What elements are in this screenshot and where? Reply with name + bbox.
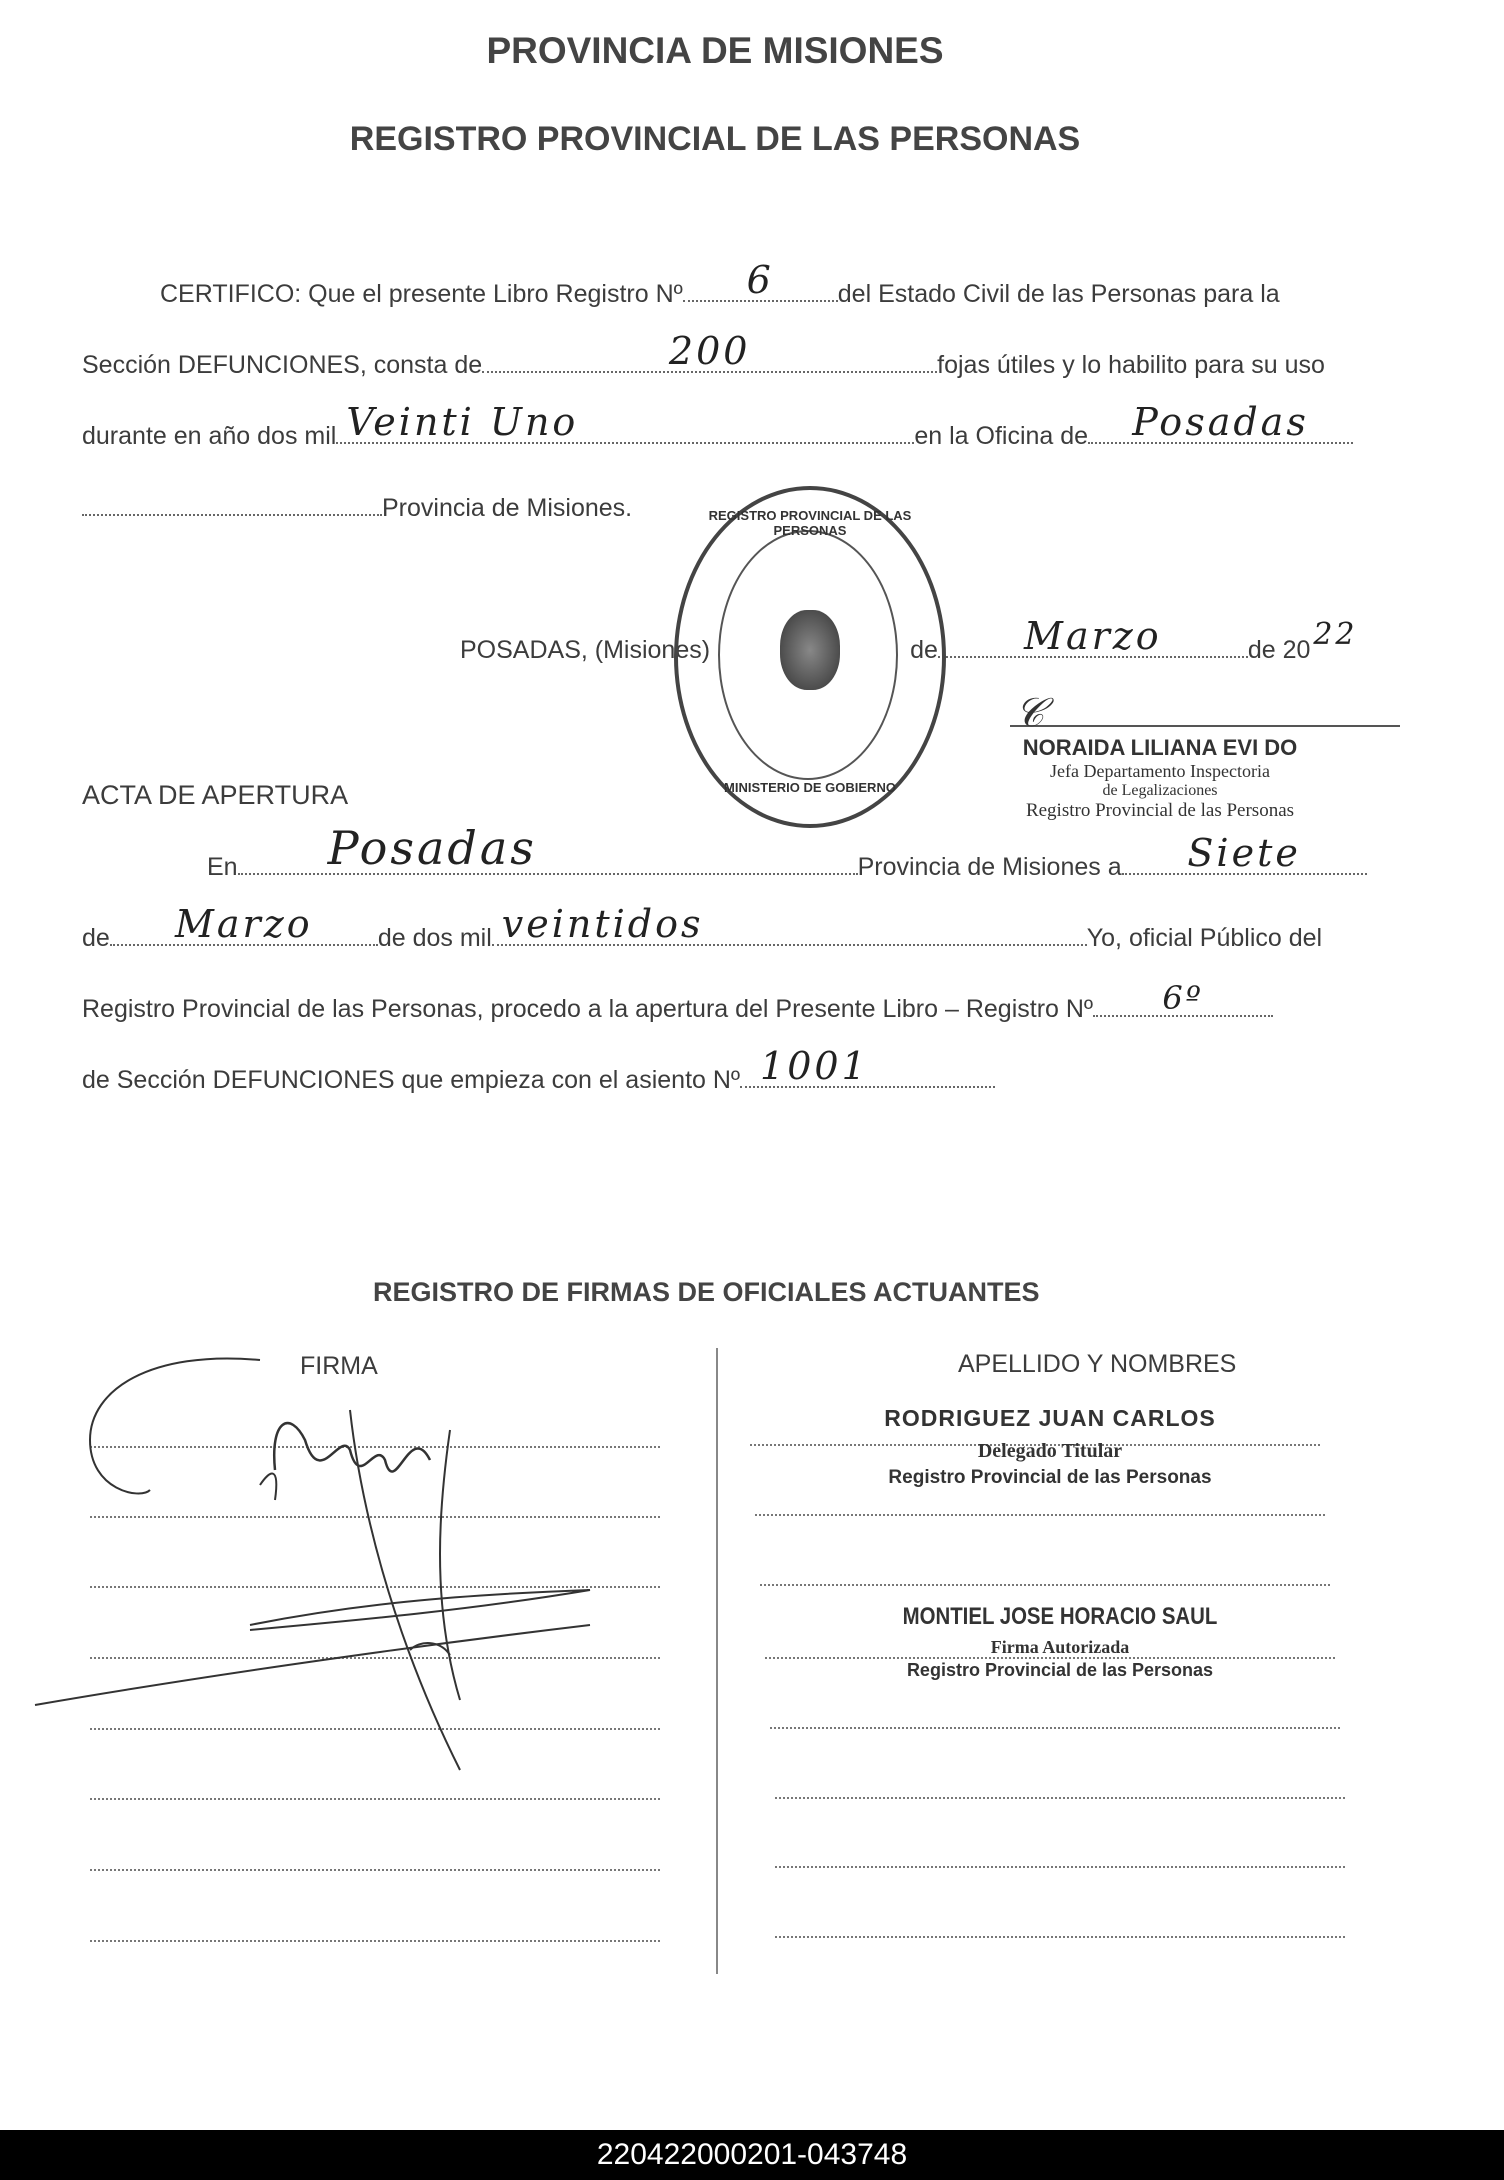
cert-line-2 [82,329,1325,380]
year-prefix: de 20 [1247,636,1311,664]
official-name: MONTIEL JOSE HORACIO SAUL [902,1603,1218,1630]
nombre-line [755,1514,1325,1516]
firma-line [90,1798,660,1800]
cert-line1-suffix: del Estado Civil de las Personas para la [837,280,1280,308]
mes-field [938,614,1248,658]
acta-heading: ACTA DE APERTURA [82,780,349,810]
cert-line3-prefix: durante en año dos mil [82,422,337,450]
acta-mes-field [110,902,378,946]
cert-line-4 [82,492,632,523]
acta-oficial: Yo, oficial Público del [1086,924,1323,952]
libro-number-field [683,258,838,302]
libro-number-value: 6 [746,258,774,302]
official-seal [674,486,946,828]
stamp1-org: Registro Provincial de las Personas [1025,800,1295,821]
official-stamp-rodriguez [860,1405,1240,1489]
mes-value: Marzo [1024,614,1162,658]
cert-line3-mid: en la Oficina de [914,422,1089,450]
firma-line [90,1869,660,1871]
fojas-value: 200 [668,329,751,373]
signature-line-1 [1010,725,1400,727]
asiento-field [740,1044,995,1088]
nombre-line [775,1797,1345,1799]
handwritten-signature-2 [30,1350,650,1790]
acta-de: de [82,924,110,952]
nombre-line [775,1936,1345,1938]
acta-line-2 [82,902,1323,953]
seal-outer-text: REGISTRO PROVINCIAL DE LAS PERSONAS [708,508,912,538]
dia-field [1122,831,1367,875]
acta-anio-field [492,902,1087,946]
fojas-field [482,329,937,373]
ciudad-value: Posadas [327,821,537,875]
acta-dos-mil: de dos mil [377,924,492,952]
document-id-footer: 220422000201-043748 [0,2130,1504,2180]
seal-inner-text: MINISTERIO DE GOBIERNO [724,780,896,795]
page-subtitle: REGISTRO PROVINCIAL DE LAS PERSONAS [349,120,1081,158]
cert-line4-suffix: Provincia de Misiones. [382,494,633,522]
page-title: PROVINCIA DE MISIONES [486,30,944,71]
nombre-line [775,1866,1345,1868]
acta-mes-value: Marzo [174,902,313,946]
acta-line3-text: Registro Provincial de las Personas, procedo a la apertura del Presente Libro – Registro Nº [82,995,1094,1023]
oficina-field [1088,400,1353,444]
year-field [1310,617,1360,658]
blank-field [82,492,382,516]
acta-en: En [207,853,238,881]
acta-line-4 [82,1044,995,1095]
official-stamp-montiel [870,1603,1250,1681]
stamp1-name: NORAIDA LILIANA EVI DO [1022,735,1298,760]
asiento-value: 1001 [760,1044,869,1088]
dia-value: Siete [1187,831,1301,875]
official-stamp-1 [970,735,1350,822]
cert-line-3 [82,400,1353,451]
ciudad-field [238,821,858,875]
anio-value: Veinti Uno [346,400,579,444]
stamp1-role: Jefa Departamento Inspectoria [1050,761,1270,781]
acta-libro-value: 6º [1162,979,1204,1017]
stamp1-dept: de Legalizaciones [1102,782,1218,799]
acta-prov: Provincia de Misiones a [857,853,1122,881]
acta-line4-text: de Sección DEFUNCIONES que empieza con el asiento Nº [82,1066,741,1094]
official-name: RODRIGUEZ JUAN CARLOS [884,1405,1216,1431]
cert-line-1 [160,258,1280,309]
acta-libro-field [1093,979,1273,1017]
place-prefix: POSADAS, (Misiones) [460,636,711,664]
place-de: de [910,636,938,664]
acta-line-1 [207,821,1367,882]
official-role: Delegado Titular [977,1440,1123,1462]
nombre-line [760,1584,1330,1586]
handwritten-signature-1: 𝒞 [1015,690,1045,736]
official-org: Registro Provincial de las Personas [888,1467,1212,1488]
cert-line1-prefix: CERTIFICO: Que el presente Libro Registro Nº [160,280,683,308]
coat-of-arms-icon [780,610,840,690]
official-role: Firma Autorizada [990,1637,1130,1657]
column-divider [716,1348,718,1974]
firma-line [90,1940,660,1942]
col-firma-header: FIRMA [300,1352,378,1380]
acta-anio-value: veintidos [501,902,704,946]
cert-line2-suffix: fojas útiles y lo habilito para su uso [937,351,1325,379]
nombre-line [770,1727,1340,1729]
col-nombres-header: APELLIDO Y NOMBRES [958,1350,1237,1378]
acta-line-3 [82,979,1273,1024]
year-value: 22 [1313,617,1358,652]
anio-field [336,400,914,444]
official-org: Registro Provincial de las Personas [906,1660,1214,1680]
oficina-value: Posadas [1132,400,1309,444]
cert-line2-prefix: Sección DEFUNCIONES, consta de [82,351,483,379]
firmas-heading: REGISTRO DE FIRMAS DE OFICIALES ACTUANTES [373,1277,1040,1307]
